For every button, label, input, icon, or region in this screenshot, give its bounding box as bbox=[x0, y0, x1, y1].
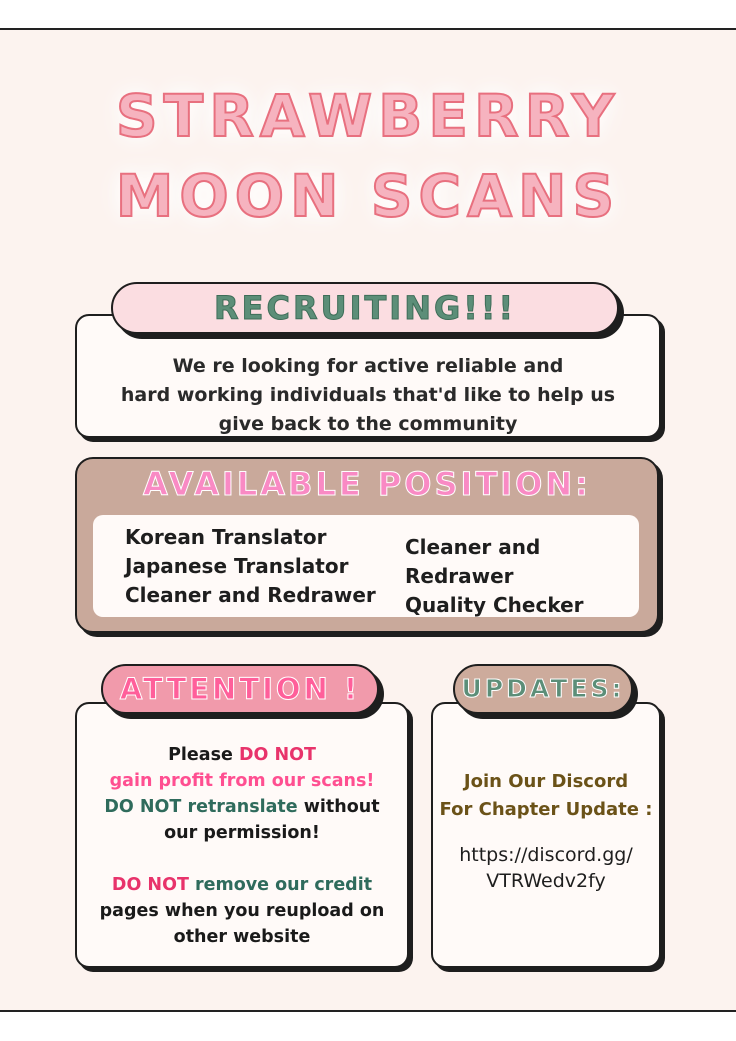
attention-line bbox=[77, 794, 407, 820]
recruiting-line: We re looking for active reliable and bbox=[172, 355, 564, 377]
attention-panel bbox=[75, 702, 409, 968]
attention-text-plain: without bbox=[297, 797, 380, 817]
positions-column-right bbox=[405, 533, 639, 620]
updates-heading: UPDATES: bbox=[453, 664, 633, 714]
title-line-1: STRAWBERRY bbox=[115, 82, 621, 150]
positions-list bbox=[93, 515, 639, 617]
attention-heading: ATTENTION ! bbox=[101, 664, 379, 714]
recruiting-heading: RECRUITING!!! bbox=[111, 282, 619, 334]
positions-panel bbox=[75, 457, 659, 633]
attention-emphasis: remove our credit bbox=[188, 875, 373, 895]
attention-line: pages when you reupload on bbox=[99, 901, 385, 921]
poster bbox=[0, 28, 736, 1012]
discord-link-line: VTRWedv2fy bbox=[486, 870, 606, 892]
title-line-2: MOON SCANS bbox=[115, 162, 621, 230]
updates-panel bbox=[431, 702, 661, 968]
attention-line: other website bbox=[173, 927, 311, 947]
recruiting-line: give back to the community bbox=[218, 413, 518, 435]
position-item: Cleaner and Redrawer bbox=[125, 583, 376, 607]
attention-line: gain profit from our scans! bbox=[109, 771, 375, 791]
attention-emphasis: DO NOT retranslate bbox=[104, 797, 298, 817]
attention-line bbox=[77, 872, 407, 898]
discord-link-line: https://discord.gg/ bbox=[459, 844, 633, 866]
position-item: Quality Checker bbox=[405, 593, 584, 617]
attention-spacer bbox=[77, 846, 407, 872]
attention-text bbox=[77, 742, 407, 950]
position-item: Korean Translator bbox=[125, 525, 327, 549]
attention-line: our permission! bbox=[164, 823, 320, 843]
updates-text bbox=[433, 768, 659, 824]
attention-emphasis: DO NOT bbox=[111, 875, 189, 895]
positions-column-left bbox=[125, 523, 376, 610]
attention-line bbox=[77, 742, 407, 768]
discord-link[interactable] bbox=[433, 842, 659, 894]
updates-line: For Chapter Update : bbox=[439, 799, 653, 820]
position-item: Japanese Translator bbox=[125, 554, 349, 578]
recruiting-text bbox=[77, 352, 659, 439]
attention-text-plain: Please bbox=[168, 745, 239, 765]
attention-emphasis: DO NOT bbox=[238, 745, 316, 765]
updates-line: Join Our Discord bbox=[463, 771, 629, 792]
recruiting-line: hard working individuals that'd like to help us bbox=[120, 384, 616, 406]
positions-heading: AVAILABLE POSITION: bbox=[143, 465, 591, 503]
position-item: Cleaner and Redrawer bbox=[405, 535, 541, 588]
